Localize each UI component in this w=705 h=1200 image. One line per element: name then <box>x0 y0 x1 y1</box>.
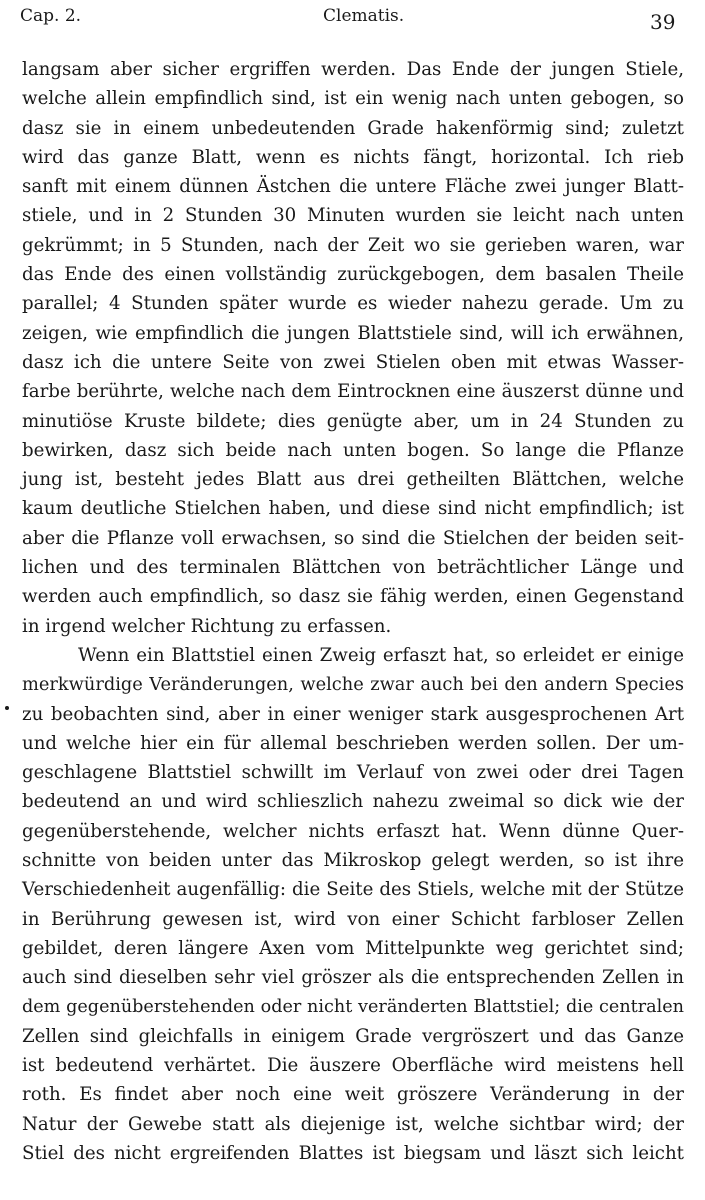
text-line: bewirken, dasz sich beide nach unten bogen. So lange die Pflanze <box>22 439 684 461</box>
text-line: und welche hier ein für allemal beschrieben werden sollen. Der um- <box>22 732 684 754</box>
paragraph-start-line: Wenn ein Blattstiel einen Zweig erfaszt hat, so erleidet er einige <box>78 644 684 666</box>
text-line: parallel; 4 Stunden später wurde es wieder nahezu gerade. Um zu <box>22 293 684 315</box>
text-line: werden auch empfindlich, so dasz sie fähig werden, einen Gegenstand <box>22 586 684 608</box>
text-line: minutiöse Kruste bildete; dies genügte aber, um in 24 Stunden zu <box>22 410 684 432</box>
text-line: Stiel des nicht ergreifenden Blattes ist biegsam und läszt sich leicht <box>22 1142 684 1164</box>
text-line: dasz sie in einem unbedeutenden Grade hakenförmig sind; zuletzt <box>22 117 684 139</box>
text-line: jung ist, besteht jedes Blatt aus drei getheilten Blättchen, welche <box>22 469 684 491</box>
text-line: merkwürdige Veränderungen, welche zwar auch bei den andern Species <box>22 674 684 696</box>
body-text <box>22 55 684 1168</box>
page-number: 39 <box>650 10 676 34</box>
running-header <box>0 0 705 40</box>
text-line: gekrümmt; in 5 Stunden, nach der Zeit wo sie gerieben waren, war <box>22 234 684 256</box>
text-line: Verschiedenheit augenfällig: die Seite des Stiels, welche mit der Stütze <box>22 879 684 901</box>
running-title: Clematis. <box>323 6 405 26</box>
text-line: Natur der Gewebe statt als diejenige ist, welche sichtbar wird; der <box>22 1113 684 1135</box>
text-line: wird das ganze Blatt, wenn es nichts fängt, horizontal. Ich rieb <box>22 146 684 168</box>
margin-speck <box>5 706 9 710</box>
text-line: schnitte von beiden unter das Mikroskop gelegt werden, so ist ihre <box>22 850 684 872</box>
text-line: geschlagene Blattstiel schwillt im Verlauf von zwei oder drei Tagen <box>22 762 684 784</box>
text-line: dem gegenüberstehenden oder nicht veränderten Blattstiel; die centralen <box>22 996 684 1017</box>
text-line: bedeutend an und wird schlieszlich nahezu zweimal so dick wie der <box>22 791 684 813</box>
text-line: dasz ich die untere Seite von zwei Stielen oben mit etwas Wasser- <box>22 351 684 373</box>
chapter-label: Cap. 2. <box>20 6 82 26</box>
paragraph-end-line: in irgend welcher Richtung zu erfassen. <box>22 615 392 637</box>
text-line: sanft mit einem dünnen Ästchen die untere Fläche zwei junger Blatt- <box>22 176 684 198</box>
text-line: gegenüberstehende, welcher nichts erfaszt hat. Wenn dünne Quer- <box>22 820 684 842</box>
text-line: auch sind dieselben sehr viel gröszer als die entsprechenden Zellen in <box>22 967 684 989</box>
text-line: kaum deutliche Stielchen haben, und diese sind nicht empfindlich; ist <box>22 498 684 520</box>
text-line: Zellen sind gleichfalls in einigem Grade vergröszert und das Ganze <box>22 1025 684 1047</box>
text-line: welche allein empfindlich sind, ist ein wenig nach unten gebogen, so <box>22 88 684 110</box>
text-line: zeigen, wie empfindlich die jungen Blattstiele sind, will ich erwähnen, <box>22 322 684 344</box>
text-line: zu beobachten sind, aber in einer weniger stark ausgesprochenen Art <box>22 703 684 725</box>
text-line: aber die Pflanze voll erwachsen, so sind die Stielchen der beiden seit- <box>22 527 684 549</box>
text-line: gebildet, deren längere Axen vom Mittelpunkte weg gerichtet sind; <box>22 937 684 959</box>
text-line: stiele, und in 2 Stunden 30 Minuten wurden sie leicht nach unten <box>22 205 684 227</box>
text-line: farbe berührte, welche nach dem Eintrocknen eine äuszerst dünne und <box>22 381 684 403</box>
text-line: lichen und des terminalen Blättchen von beträchtlicher Länge und <box>22 557 684 579</box>
text-line: roth. Es findet aber noch eine weit gröszere Veränderung in der <box>22 1084 684 1106</box>
text-line: ist bedeutend verhärtet. Die äuszere Oberfläche wird meistens hell <box>22 1055 684 1077</box>
text-line: in Berührung gewesen ist, wird von einer Schicht farbloser Zellen <box>22 908 684 930</box>
text-line: langsam aber sicher ergriffen werden. Das Ende der jungen Stiele, <box>22 59 684 80</box>
text-line: das Ende des einen vollständig zurückgebogen, dem basalen Theile <box>22 264 684 286</box>
